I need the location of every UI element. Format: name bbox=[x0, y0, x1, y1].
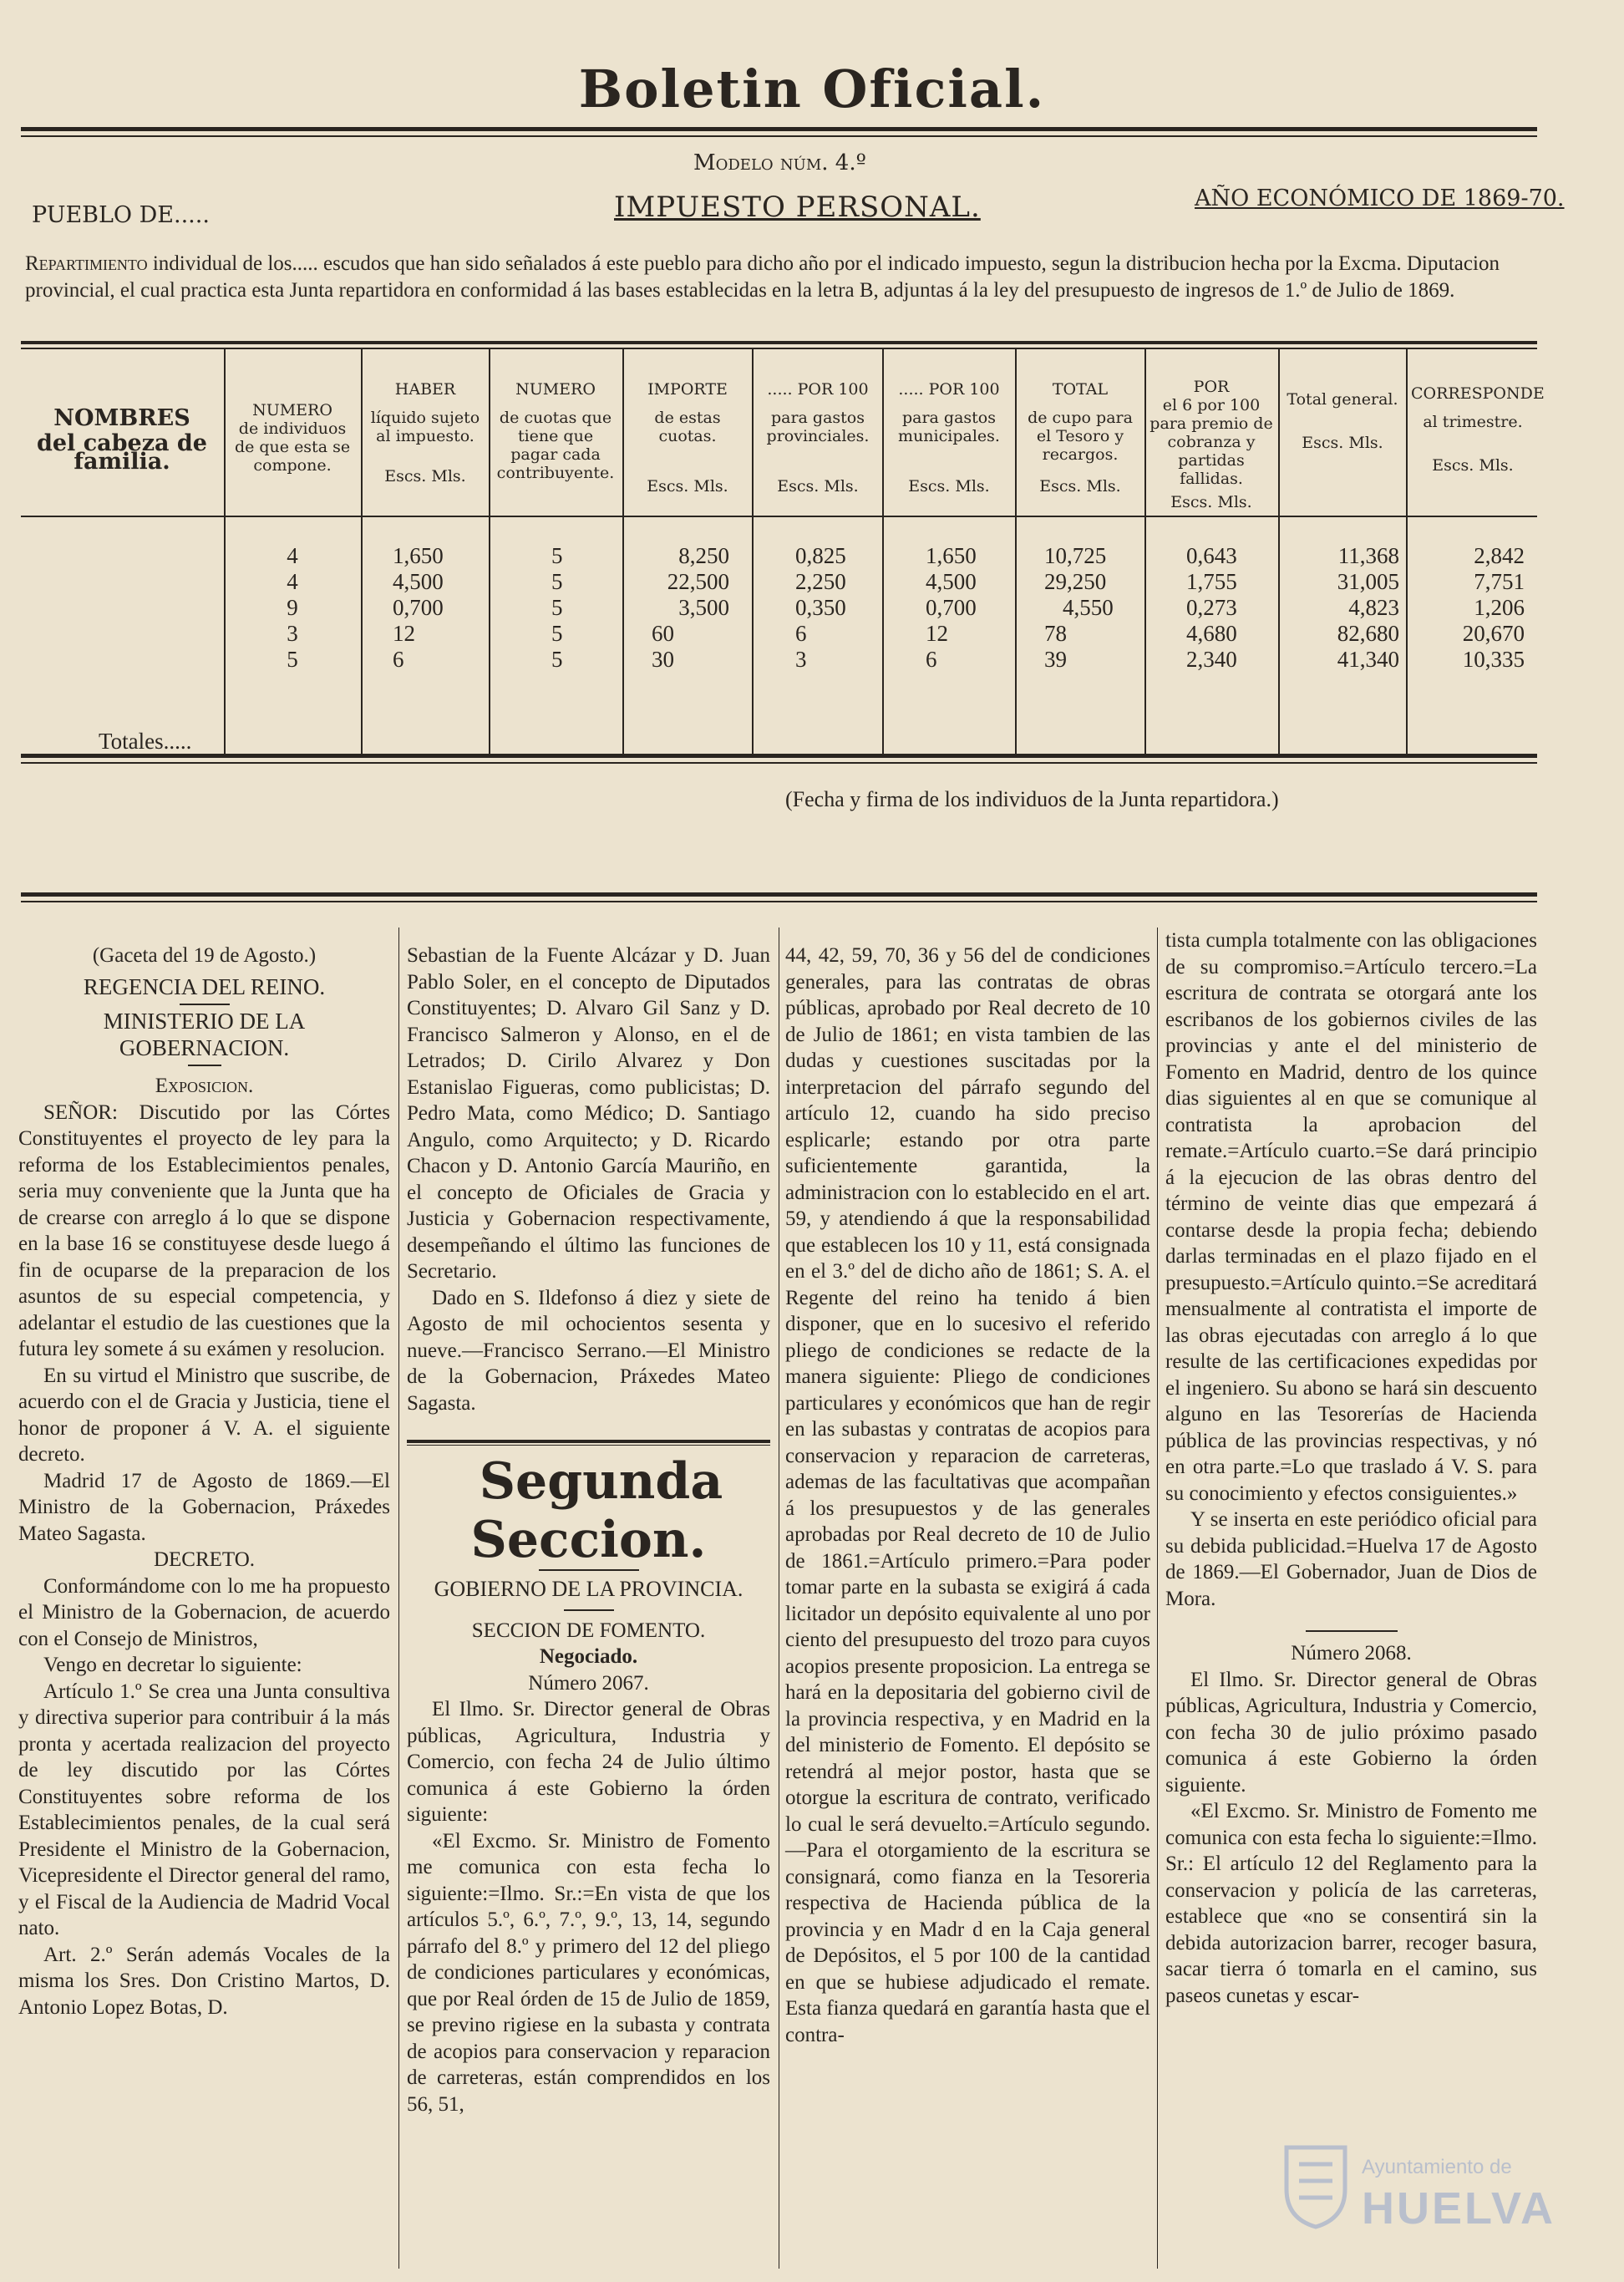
header-sub: para gastos provinciales. bbox=[766, 409, 870, 445]
col-divider bbox=[224, 349, 226, 754]
short-rule bbox=[188, 1065, 221, 1066]
table-top-rule-thin bbox=[21, 348, 1537, 349]
col-divider bbox=[361, 349, 363, 754]
column-4 bbox=[1165, 928, 1537, 2009]
watermark-line1: Ayuntamiento de bbox=[1362, 2156, 1512, 2178]
header-sub: de cupo para el Tesoro y recargos. bbox=[1028, 409, 1133, 464]
section-divider bbox=[407, 1440, 770, 1443]
decreto-heading: DECRETO. bbox=[153, 1548, 256, 1571]
crest-icon bbox=[1278, 2139, 1353, 2231]
pueblo-label: PUEBLO DE..... bbox=[32, 202, 210, 228]
table-cell: 0,350 bbox=[795, 595, 846, 620]
header-sub: de estas cuotas. bbox=[654, 409, 721, 445]
table-cell: 60 bbox=[652, 621, 674, 646]
table-bottom-rule bbox=[21, 754, 1537, 758]
header-sub: Total general. bbox=[1287, 390, 1398, 409]
gazette-date: (Gaceta del 19 de Agosto.) bbox=[92, 944, 317, 967]
header-unit: Escs. Mls. bbox=[1302, 434, 1383, 452]
col-divider bbox=[882, 349, 884, 754]
exposicion-heading: Exposicion. bbox=[155, 1075, 254, 1097]
paragraph: El Ilmo. Sr. Director general de Obras públicas, Agricultura, Industria y Comercio, con fecha 24 de Julio último comunica á este Gobierno la órden siguiente: bbox=[407, 1698, 770, 1826]
totals-label: Totales..... bbox=[99, 729, 192, 754]
col-divider bbox=[752, 349, 754, 754]
top-rule-thin bbox=[21, 135, 1537, 137]
paragraph: 44, 42, 59, 70, 36 y 56 del de condiciones generales, para las contratas de obras públicas, aprobado por Real decreto de 10 de Julio de 1861; en vista tambien de las dudas y cuestiones suscitadas por la interpretacion del párrafo segundo del artículo 12, cuando ha sido preciso esplicarle; estando por otra parte suficientemente garantida, la administracion con lo establecido en el art. 59, y atendiendo á que la responsabilidad que establecen los 10 y 11, está consignada en el 3.º del de dicho año de 1861; S. A. el Regente del reino ha tenido á bien disponer, que en lo sucesivo el referido pliego de condiciones se redacte de la manera siguiente: Pliego de condiciones particulares y económicos que han de regir en las subastas y contratas de acopios para conservacion y reparacion de carreteras, ademas de las facultativas que acompañan á los presupuestos y de las generales aprobadas por Real decreto de 10 de Julio de 1861.=Artículo primero.=Para poder tomar parte en la subasta se exigirá á cada licitador un depósito equivalente al uno por ciento del presupuesto del trozo para cuyos acopios presente proposicion. La entrega se hará en la depositaria del gobierno civil de la provincia respectiva, y en Madrid en la del ministerio de Fomento. El depósito se retendrá al mejor postor, hasta que se otorgue la escritura de contrato, verificado lo cual le será devuelto.=Artículo segundo.—Para el otorgamiento de la escritura se consignará, como fianza en la Tesoreria respectiva de Hacienda pública de la provincia y en Madr d en la Caja general de Depósitos, el 5 por 100 de la cantidad en que se hubiese adjudicado el remate. Esta fianza quedará en garantía hasta que el contra- bbox=[785, 944, 1150, 2046]
header-unit: Escs. Mls. bbox=[1432, 456, 1514, 475]
table-cell: 1,206 bbox=[1474, 595, 1525, 620]
table-cell: 1,650 bbox=[393, 543, 444, 568]
table-cell: 6 bbox=[926, 647, 937, 672]
paragraph: Art. 2.º Serán además Vocales de la misma los Sres. Don Cristino Martos, D. Antonio Lopez Botas, D. bbox=[18, 1943, 390, 2019]
year-label: AÑO ECONÓMICO DE 1869-70. bbox=[1195, 186, 1565, 211]
paragraph: SEÑOR: Discutido por las Córtes Constituyentes el proyecto de ley para la reforma de los Establecimientos penales, seria muy conveniente que la Junta que ha de crearse con arreglo á lo que se dispone en la base 16 se constituyese desde luego á fin de ocuparse de la preparacion de los asuntos de su especial competencia, y adelantar el estudio de las cuestiones que la futura ley somete á su exámen y resolucion. bbox=[18, 1100, 390, 1360]
table-cell: 5 bbox=[551, 569, 563, 594]
col-divider bbox=[622, 349, 624, 754]
cell-individuos bbox=[230, 543, 355, 673]
column-1 bbox=[18, 943, 390, 2020]
header-cuotas bbox=[494, 380, 617, 482]
numero-heading: Número 2067. bbox=[528, 1671, 649, 1695]
table-cell: 12 bbox=[393, 621, 415, 646]
table-cell: 7,751 bbox=[1474, 569, 1525, 594]
table-cell: 4 bbox=[287, 569, 298, 594]
header-sub: el 6 por 100 para premio de cobranza y partidas fallidas. bbox=[1149, 396, 1273, 488]
lead-word: Repartimiento bbox=[25, 252, 148, 275]
table-cell: 5 bbox=[551, 621, 563, 646]
col-divider bbox=[489, 349, 490, 754]
cell-haber bbox=[393, 543, 485, 673]
table-cell: 5 bbox=[551, 647, 563, 672]
ministry-heading: MINISTERIO DE LA GOBERNACION. bbox=[103, 1009, 306, 1060]
paragraph: tista cumpla totalmente con las obligaciones de su compromiso.=Artículo tercero.=La escritura de contrata se otorgará ante los escribanos de los gobiernos civiles de las provincias y ante el del ministerio de Fomento en Madrid, dentro de los quince dias siguientes al en que se comunique al contratista la aprobacion del remate.=Artículo cuarto.=Se dará principio á la ejecucion de las obras dentro del término de veinte dias que empezará á contarse desde la propia fecha; debiendo darlas terminadas en el plazo fijado en el presupuesto.=Artículo quinto.=Se acreditará mensualmente al contratista el importe de las obras ejecutadas con arreglo á lo que resulte de las certificaciones expedidas por el ingeniero. Su abono se hará sin descuento alguno en las Tesorerías de Hacienda pública de las provincias respectivas, y nó en otra parte.=Lo que traslado á V. S. para su conocimiento y efectos consiguientes.» bbox=[1165, 929, 1537, 1505]
short-rule bbox=[1306, 1630, 1398, 1632]
header-nombres bbox=[23, 405, 221, 475]
table-cell: 41,340 bbox=[1337, 647, 1399, 672]
header-top: NUMERO bbox=[252, 401, 332, 419]
header-unit: Escs. Mls. bbox=[384, 467, 466, 485]
table-cell: 4 bbox=[287, 543, 298, 568]
top-rule bbox=[21, 127, 1537, 131]
gobierno-heading: GOBIERNO DE LA PROVINCIA. bbox=[434, 1577, 743, 1601]
section-rule-thin bbox=[21, 901, 1537, 902]
numero-heading: Número 2068. bbox=[1291, 1642, 1412, 1664]
header-top: TOTAL bbox=[1052, 380, 1109, 399]
cell-premio bbox=[1186, 543, 1274, 673]
header-unit: Escs. Mls. bbox=[908, 477, 990, 496]
watermark-line2: HUELVA bbox=[1362, 2183, 1555, 2234]
table-top-rule bbox=[21, 341, 1537, 344]
header-sub: de individuos de que esta se compone. bbox=[234, 419, 351, 475]
table-cell: 0,273 bbox=[1186, 595, 1237, 620]
header-sub: líquido sujeto al impuesto. bbox=[370, 409, 480, 445]
table-cell: 31,005 bbox=[1337, 569, 1399, 594]
table-cell: 2,250 bbox=[795, 569, 846, 594]
table-cell: 1,650 bbox=[926, 543, 977, 568]
header-top: ..... POR 100 bbox=[898, 380, 1000, 399]
col-divider bbox=[1015, 349, 1017, 754]
column-divider bbox=[398, 928, 399, 2269]
section-title: Segunda Seccion. bbox=[470, 1452, 723, 1569]
header-provinciales bbox=[757, 380, 879, 496]
column-divider bbox=[1157, 928, 1158, 2269]
header-total bbox=[1020, 380, 1140, 496]
table-cell: 2,340 bbox=[1186, 647, 1237, 672]
paragraph: Vengo en decretar lo siguiente: bbox=[43, 1654, 302, 1676]
col-divider bbox=[1278, 349, 1280, 754]
paragraph: Artículo 1.º Se crea una Junta consultiva y directiva superior para contribuir á la más pronta y acertada realizacion del proyecto de ley discutido por las Córtes Constituyentes sobre reforma de los Establecimientos penales, de la cual será Presidente el Ministro de la Gobernacion, Vicepresidente el Director general del ramo, y el Fiscal de la Audiencia de Madrid Vocal nato. bbox=[18, 1680, 390, 1939]
table-cell: 4,680 bbox=[1186, 621, 1237, 646]
table-cell: 6 bbox=[795, 621, 807, 646]
table-cell: 3,500 bbox=[678, 595, 729, 620]
header-premio bbox=[1149, 378, 1273, 511]
negociado-heading: Negociado. bbox=[539, 1645, 638, 1668]
paragraph: Sebastian de la Fuente Alcázar y D. Juan Pablo Soler, en el concepto de Diputados Constituyentes; D. Alvaro Gil Sanz y D. Francisco Salmeron y Alonso, en el de Letrados; D. Cirilo Alvarez y Don Estanislao Figueras, como publicistas; D. Pedro Mata, como Médico; D. Santiago Angulo, como Arquitecto; y D. Ricardo Chacon y D. Antonio García Mauriño, en el concepto de Oficiales de Gracia y Justicia y Gobernacion respectivamente, desempeñando el último las funciones de Secretario. bbox=[407, 944, 770, 1283]
fomento-heading: SECCION DE FOMENTO. bbox=[471, 1619, 706, 1642]
table-cell: 82,680 bbox=[1337, 621, 1399, 646]
masthead-title: Boletin Oficial. bbox=[578, 58, 1046, 119]
header-total-general bbox=[1283, 380, 1402, 452]
table-cell: 6 bbox=[393, 647, 404, 672]
section-rule bbox=[21, 892, 1537, 897]
table-cell: 39 bbox=[1044, 647, 1067, 672]
table-cell: 29,250 bbox=[1044, 569, 1107, 594]
table-cell: 22,500 bbox=[667, 569, 729, 594]
signature-note: (Fecha y firma de los individuos de la Junta repartidora.) bbox=[785, 787, 1279, 811]
header-top: HABER bbox=[394, 380, 456, 399]
table-cell: 0,700 bbox=[393, 595, 444, 620]
column-2 bbox=[407, 943, 770, 2117]
table-cell: 20,670 bbox=[1462, 621, 1525, 646]
form-description bbox=[25, 251, 1537, 304]
table-cell: 5 bbox=[551, 543, 563, 568]
table-cell: 8,250 bbox=[678, 543, 729, 568]
header-top: POR bbox=[1193, 378, 1230, 396]
cell-cuotas bbox=[551, 543, 601, 673]
table-cell: 4,550 bbox=[1063, 595, 1114, 620]
table-cell: 12 bbox=[926, 621, 948, 646]
header-top: NUMERO bbox=[515, 380, 596, 399]
paragraph: Y se inserta en este periódico oficial para su debida publicidad.=Huelva 17 de Agosto de 1869.—El Gobernador, Juan de Dios de Mora. bbox=[1165, 1508, 1537, 1610]
model-label: Modelo núm. 4.º bbox=[693, 150, 866, 175]
table-cell: 0,643 bbox=[1186, 543, 1237, 568]
table-cell: 3 bbox=[795, 647, 807, 672]
header-importe bbox=[627, 380, 748, 496]
paragraph: Dado en S. Ildefonso á diez y siete de Agosto de mil ochocientos sesenta y nueve.—Francisco Serrano.—El Ministro de la Gobernacion, Práxedes Mateo Sagasta. bbox=[407, 1286, 770, 1415]
table-cell: 9 bbox=[287, 595, 298, 620]
header-unit: Escs. Mls. bbox=[1039, 477, 1121, 496]
paragraph: «El Excmo. Sr. Ministro de Fomento me comunica con esta fecha lo siguiente:=Ilmo. Sr.:=En vista de que los artículos 5.º, 6.º, 7.º, 9.º, 13, 14, segundo párrafo del 8.º y primero del 12 del pliego de condiciones particulares y económicas, que por Real órden de 15 de Julio de 1859, se previno rigiese en la subasta y contrata de acopios para conservacion y reparacion de carreteras, están comprendidos en los 56, 51, bbox=[407, 1829, 770, 2116]
table-cell: 5 bbox=[551, 595, 563, 620]
header-unit: Escs. Mls. bbox=[1170, 493, 1252, 511]
regency-heading: REGENCIA DEL REINO. bbox=[83, 973, 326, 999]
header-haber bbox=[366, 380, 485, 485]
table-cell: 10,725 bbox=[1044, 543, 1107, 568]
short-rule bbox=[564, 1609, 614, 1611]
header-unit: Escs. Mls. bbox=[647, 477, 728, 496]
header-sub: del cabeza de familia. bbox=[37, 430, 207, 475]
table-cell: 11,368 bbox=[1337, 543, 1399, 568]
header-municipales bbox=[887, 380, 1011, 496]
header-sub: al trimestre. bbox=[1423, 413, 1523, 431]
cell-municipales bbox=[926, 543, 1009, 673]
table-cell: 10,335 bbox=[1462, 647, 1525, 672]
table-cell: 5 bbox=[287, 647, 298, 672]
header-sub: para gastos municipales. bbox=[898, 409, 1000, 445]
header-individuos bbox=[230, 401, 355, 475]
table-cell: 78 bbox=[1044, 621, 1067, 646]
table-cell: 2,842 bbox=[1474, 543, 1525, 568]
table-cell: 4,500 bbox=[926, 569, 977, 594]
cell-total bbox=[1044, 543, 1136, 673]
table-cell: 30 bbox=[652, 647, 674, 672]
section-divider-thin bbox=[407, 1445, 770, 1446]
paragraph: Conformándome con lo me ha propuesto el Ministro de la Gobernacion, de acuerdo con el Consejo de Ministros, bbox=[18, 1574, 390, 1650]
table-header-rule bbox=[21, 516, 1537, 517]
table-bottom-rule-thin bbox=[21, 762, 1537, 764]
paragraph: En su virtud el Ministro que suscribe, de acuerdo con el de Gracia y Justicia, tiene el honor de proponer á V. A. el siguiente decreto. bbox=[18, 1364, 390, 1466]
paragraph: «El Excmo. Sr. Ministro de Fomento me comunica con esta fecha lo siguiente:=Ilmo. Sr.: El artículo 12 del Reglamento para la conservacion y policía de las carreteras, establece que «no se consentirá sin la debida autorizacion barrer, recoger basura, sacar tierra ó tomarla en el camino, sus paseos cunetas y escar- bbox=[1165, 1800, 1537, 2007]
table-cell: 3 bbox=[287, 621, 298, 646]
col-divider bbox=[1144, 349, 1146, 754]
header-top: IMPORTE bbox=[647, 380, 728, 399]
col-divider bbox=[1406, 349, 1408, 754]
cell-trimestre bbox=[1420, 543, 1525, 673]
header-top: ..... POR 100 bbox=[767, 380, 869, 399]
cell-provinciales bbox=[795, 543, 879, 673]
description-text: individual de los..... escudos que han sido señalados á este pueblo para dicho año por el indicado impuesto, segun la distribucion hecha por la Excma. Diputacion provincial, el cual practica esta Junta repartidora en conformidad á las bases establecidas en la letra B, adjuntas á la ley del presupuesto de ingresos de 1.º de Julio de 1869. bbox=[25, 252, 1500, 302]
header-top: CORRESPONDE bbox=[1411, 384, 1545, 403]
short-rule bbox=[180, 1004, 230, 1005]
header-trimestre bbox=[1411, 384, 1545, 475]
column-3 bbox=[785, 943, 1150, 2048]
table-cell: 0,700 bbox=[926, 595, 977, 620]
cell-importe bbox=[652, 543, 748, 673]
table-cell: 0,825 bbox=[795, 543, 846, 568]
header-sub: de cuotas que tiene que pagar cada contribuyente. bbox=[496, 409, 615, 482]
table-cell: 1,755 bbox=[1186, 569, 1237, 594]
table-cell: 4,500 bbox=[393, 569, 444, 594]
short-rule bbox=[539, 1569, 639, 1571]
cell-total-general bbox=[1299, 543, 1399, 673]
header-top: NOMBRES bbox=[53, 405, 190, 431]
paragraph: El Ilmo. Sr. Director general de Obras públicas, Agricultura, Industria y Comercio, con fecha 30 de julio próximo pasado comunica á este Gobierno la órden siguiente. bbox=[1165, 1668, 1537, 1797]
huelva-watermark bbox=[1278, 2122, 1554, 2256]
table-cell: 4,823 bbox=[1348, 595, 1399, 620]
paragraph: Madrid 17 de Agosto de 1869.—El Ministro de la Gobernacion, Práxedes Mateo Sagasta. bbox=[18, 1469, 390, 1545]
header-unit: Escs. Mls. bbox=[777, 477, 859, 496]
tax-title: IMPUESTO PERSONAL. bbox=[614, 191, 981, 224]
